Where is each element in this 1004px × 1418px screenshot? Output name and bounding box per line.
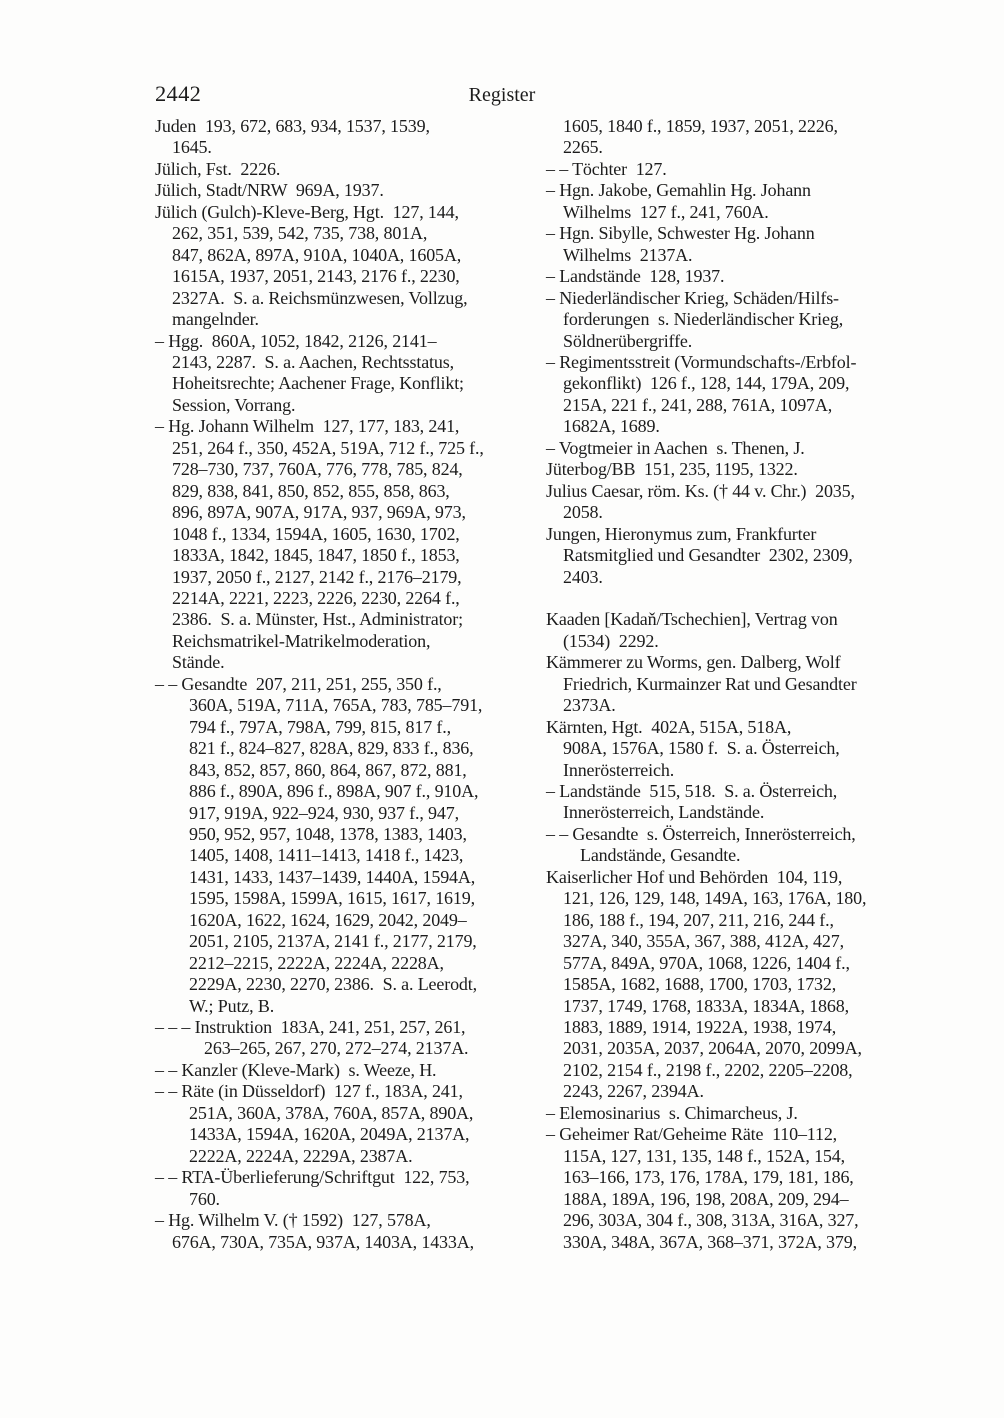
- entry-line: Kaiserlicher Hof und Behörden 104, 119,: [546, 866, 843, 887]
- index-entry: [155, 674, 523, 1017]
- entry-line: 262, 351, 539, 542, 735, 738, 801A,: [172, 223, 428, 244]
- entry-line: Kämmerer zu Worms, gen. Dalberg, Wolf: [546, 652, 841, 673]
- entry-line: Kaaden [Kadaň/Tschechien], Vertrag von: [546, 609, 838, 630]
- entry-line: – – Räte (in Düsseldorf) 127 f., 183A, 241,: [155, 1081, 463, 1102]
- entry-line: – – RTA-Überlieferung/Schriftgut 122, 753,: [155, 1167, 470, 1188]
- index-entry: [155, 331, 523, 417]
- index-entry: [155, 1167, 523, 1210]
- index-entry: [546, 116, 926, 159]
- entry-line: 1585A, 1682, 1688, 1700, 1703, 1732,: [563, 974, 837, 995]
- index-entry: [546, 180, 926, 223]
- entry-line: 2058.: [563, 502, 603, 523]
- entry-line: 2373A.: [563, 695, 616, 716]
- entry-line: 1605, 1840 f., 1859, 1937, 2051, 2226,: [563, 116, 838, 136]
- entry-line: Jüterbog/BB 151, 235, 1195, 1322.: [546, 459, 798, 480]
- entry-line: 577A, 849A, 970A, 1068, 1226, 1404 f.,: [563, 952, 850, 973]
- entry-line: 886 f., 890A, 896 f., 898A, 907 f., 910A,: [189, 781, 479, 802]
- entry-line: 186, 188 f., 194, 207, 211, 216, 244 f.,: [563, 909, 834, 930]
- index-entry: [155, 159, 523, 180]
- entry-line: Innerösterreich.: [563, 759, 675, 780]
- index-entry: [546, 352, 926, 438]
- entry-line: – Hgg. 860A, 1052, 1842, 2126, 2141–: [155, 330, 437, 351]
- entry-line: Julius Caesar, röm. Ks. († 44 v. Chr.) 2035,: [546, 480, 855, 501]
- index-entry: [546, 266, 926, 287]
- entry-line: 121, 126, 129, 148, 149A, 163, 176A, 180,: [563, 888, 867, 909]
- entry-line: 296, 303A, 304 f., 308, 313A, 316A, 327,: [563, 1210, 859, 1231]
- entry-line: 794 f., 797A, 798A, 799, 815, 817 f.,: [189, 716, 451, 737]
- entry-line: 263–265, 267, 270, 272–274, 2137A.: [204, 1038, 469, 1059]
- entry-line: 1431, 1433, 1437–1439, 1440A, 1594A,: [189, 866, 476, 887]
- index-entry: [546, 609, 926, 652]
- entry-line: Stände.: [172, 652, 225, 673]
- entry-line: – – Gesandte s. Österreich, Innerösterreich,: [546, 823, 856, 844]
- entry-line: Jungen, Hieronymus zum, Frankfurter: [546, 523, 817, 544]
- entry-line: 950, 952, 957, 1048, 1378, 1383, 1403,: [189, 823, 467, 844]
- entry-line: 760.: [189, 1188, 220, 1209]
- index-entry: [155, 202, 523, 331]
- entry-line: 2229A, 2230, 2270, 2386. S. a. Leerodt,: [189, 974, 477, 995]
- index-entry: [546, 1103, 926, 1124]
- entry-line: 1833A, 1842, 1845, 1847, 1850 f., 1853,: [172, 545, 460, 566]
- entry-line: 2212–2215, 2222A, 2224A, 2228A,: [189, 952, 444, 973]
- index-entry: [546, 717, 926, 781]
- entry-line: 2265.: [563, 137, 603, 158]
- entry-line: – – Gesandte 207, 211, 251, 255, 350 f.,: [155, 673, 442, 694]
- entry-line: 2031, 2035A, 2037, 2064A, 2070, 2099A,: [563, 1038, 862, 1059]
- index-entry: [155, 1060, 523, 1081]
- entry-line: 1433A, 1594A, 1620A, 2049A, 2137A,: [189, 1124, 470, 1145]
- index-entry: [546, 524, 926, 588]
- index-entry: [546, 438, 926, 459]
- entry-line: forderungen s. Niederländischer Krieg,: [563, 309, 844, 330]
- entry-line: 917, 919A, 922–924, 930, 937 f., 947,: [189, 802, 459, 823]
- entry-line: 215A, 221 f., 241, 288, 761A, 1097A,: [563, 394, 833, 415]
- entry-line: 728–730, 737, 760A, 776, 778, 785, 824,: [172, 459, 463, 480]
- entry-line: – Geheimer Rat/Geheime Räte 110–112,: [546, 1124, 838, 1145]
- running-head: [0, 0, 1004, 110]
- entry-line: 2051, 2105, 2137A, 2141 f., 2177, 2179,: [189, 931, 477, 952]
- index-column-left: [155, 116, 523, 1253]
- index-entry: [155, 416, 523, 673]
- index-column-right: [546, 116, 926, 1253]
- entry-line: 1937, 2050 f., 2127, 2142 f., 2176–2179,: [172, 566, 462, 587]
- entry-line: Ratsmitglied und Gesandter 2302, 2309,: [563, 545, 853, 566]
- entry-line: – – – Instruktion 183A, 241, 251, 257, 261,: [155, 1017, 466, 1038]
- index-entry: [155, 1210, 523, 1253]
- entry-line: Reichsmatrikel-Matrikelmoderation,: [172, 630, 431, 651]
- entry-line: Landstände, Gesandte.: [580, 845, 741, 866]
- entry-line: 327A, 340, 355A, 367, 388, 412A, 427,: [563, 931, 844, 952]
- entry-line: 330A, 348A, 367A, 368–371, 372A, 379,: [563, 1231, 857, 1252]
- entry-line: 360A, 519A, 711A, 765A, 783, 785–791,: [189, 695, 483, 716]
- entry-line: W.; Putz, B.: [189, 995, 275, 1016]
- entry-line: 1615A, 1937, 2051, 2143, 2176 f., 2230,: [172, 266, 460, 287]
- entry-line: – Landstände 515, 518. S. a. Österreich,: [546, 781, 838, 802]
- index-entry: [546, 1124, 926, 1253]
- page-number: 2442: [155, 81, 202, 106]
- entry-line: 821 f., 824–827, 828A, 829, 833 f., 836,: [189, 738, 474, 759]
- entry-line: Wilhelms 2137A.: [563, 244, 693, 265]
- entry-line: mangelnder.: [172, 309, 259, 330]
- entry-line: Friedrich, Kurmainzer Rat und Gesandter: [563, 673, 857, 694]
- index-entry: [155, 180, 523, 201]
- entry-line: 1595, 1598A, 1599A, 1615, 1617, 1619,: [189, 888, 475, 909]
- index-entry: [546, 459, 926, 480]
- entry-line: – Hgn. Sibylle, Schwester Hg. Johann: [546, 223, 815, 244]
- entry-line: Söldnerübergriffe.: [563, 330, 693, 351]
- entry-line: 2222A, 2224A, 2229A, 2387A.: [189, 1145, 413, 1166]
- index-entry: [546, 481, 926, 524]
- entry-line: Innerösterreich, Landstände.: [563, 802, 765, 823]
- entry-line: 2102, 2154 f., 2198 f., 2202, 2205–2208,: [563, 1059, 853, 1080]
- entry-line: – Hg. Johann Wilhelm 127, 177, 183, 241,: [155, 416, 460, 437]
- entry-line: Wilhelms 127 f., 241, 760A.: [563, 201, 769, 222]
- entry-line: 2386. S. a. Münster, Hst., Administrator;: [172, 609, 463, 630]
- index-entry: [546, 652, 926, 716]
- entry-line: 1645.: [172, 137, 212, 158]
- entry-line: 251A, 360A, 378A, 760A, 857A, 890A,: [189, 1102, 474, 1123]
- entry-line: 1682A, 1689.: [563, 416, 660, 437]
- entry-line: 251, 264 f., 350, 452A, 519A, 712 f., 725 f.,: [172, 437, 484, 458]
- entry-line: 1048 f., 1334, 1594A, 1605, 1630, 1702,: [172, 523, 460, 544]
- index-entry: [546, 159, 926, 180]
- entry-line: Session, Vorrang.: [172, 394, 296, 415]
- entry-line: – Elemosinarius s. Chimarcheus, J.: [546, 1102, 798, 1123]
- entry-line: – – Kanzler (Kleve-Mark) s. Weeze, H.: [155, 1059, 437, 1080]
- entry-line: Juden 193, 672, 683, 934, 1537, 1539,: [155, 116, 430, 136]
- entry-line: 115A, 127, 131, 135, 148 f., 152A, 154,: [563, 1145, 845, 1166]
- entry-line: 2214A, 2221, 2223, 2226, 2230, 2264 f.,: [172, 587, 460, 608]
- index-entry: [546, 288, 926, 352]
- index-entry: [155, 1081, 523, 1167]
- entry-line: 908A, 1576A, 1580 f. S. a. Österreich,: [563, 738, 840, 759]
- entry-line: Jülich (Gulch)-Kleve-Berg, Hgt. 127, 144,: [155, 201, 459, 222]
- entry-line: Jülich, Stadt/NRW 969A, 1937.: [155, 180, 384, 201]
- entry-line: – Regimentsstreit (Vormundschafts-/Erbfol-: [546, 351, 857, 372]
- entry-line: 896, 897A, 907A, 917A, 937, 969A, 973,: [172, 502, 466, 523]
- index-entry: [546, 223, 926, 266]
- entry-line: 843, 852, 857, 860, 864, 867, 872, 881,: [189, 759, 467, 780]
- index-entry: [546, 781, 926, 824]
- entry-line: Jülich, Fst. 2226.: [155, 158, 281, 179]
- entry-line: 2403.: [563, 566, 603, 587]
- entry-line: – – Töchter 127.: [546, 158, 667, 179]
- index-entry: [546, 867, 926, 1103]
- index-entry: [155, 116, 523, 159]
- entry-line: gekonflikt) 126 f., 128, 144, 179A, 209,: [563, 373, 850, 394]
- index-entry: [546, 824, 926, 867]
- entry-line: – Hgn. Jakobe, Gemahlin Hg. Johann: [546, 180, 811, 201]
- entry-line: – Niederländischer Krieg, Schäden/Hilfs-: [546, 287, 839, 308]
- entry-line: 2327A. S. a. Reichsmünzwesen, Vollzug,: [172, 287, 468, 308]
- entry-line: – Landstände 128, 1937.: [546, 266, 725, 287]
- entry-line: 2143, 2287. S. a. Aachen, Rechtsstatus,: [172, 351, 454, 372]
- entry-line: 2243, 2267, 2394A.: [563, 1081, 704, 1102]
- entry-line: 676A, 730A, 735A, 937A, 1403A, 1433A,: [172, 1231, 474, 1252]
- index-columns: [155, 116, 926, 1253]
- entry-line: Kärnten, Hgt. 402A, 515A, 518A,: [546, 716, 792, 737]
- entry-line: 163–166, 173, 176, 178A, 179, 181, 186,: [563, 1167, 854, 1188]
- entry-line: 847, 862A, 897A, 910A, 1040A, 1605A,: [172, 244, 462, 265]
- entry-line: 1737, 1749, 1768, 1833A, 1834A, 1868,: [563, 995, 849, 1016]
- entry-line: 829, 838, 841, 850, 852, 855, 858, 863,: [172, 480, 450, 501]
- entry-line: 188A, 189A, 196, 198, 208A, 209, 294–: [563, 1188, 849, 1209]
- register-title: Register: [468, 84, 536, 106]
- index-entry: [155, 1017, 523, 1060]
- entry-line: 1883, 1889, 1914, 1922A, 1938, 1974,: [563, 1017, 837, 1038]
- entry-line: (1534) 2292.: [563, 630, 659, 651]
- entry-line: 1620A, 1622, 1624, 1629, 2042, 2049–: [189, 909, 467, 930]
- entry-line: 1405, 1408, 1411–1413, 1418 f., 1423,: [189, 845, 464, 866]
- entry-line: – Hg. Wilhelm V. († 1592) 127, 578A,: [155, 1210, 431, 1231]
- entry-line: Hoheitsrechte; Aachener Frage, Konflikt;: [172, 373, 464, 394]
- entry-line: – Vogtmeier in Aachen s. Thenen, J.: [546, 437, 805, 458]
